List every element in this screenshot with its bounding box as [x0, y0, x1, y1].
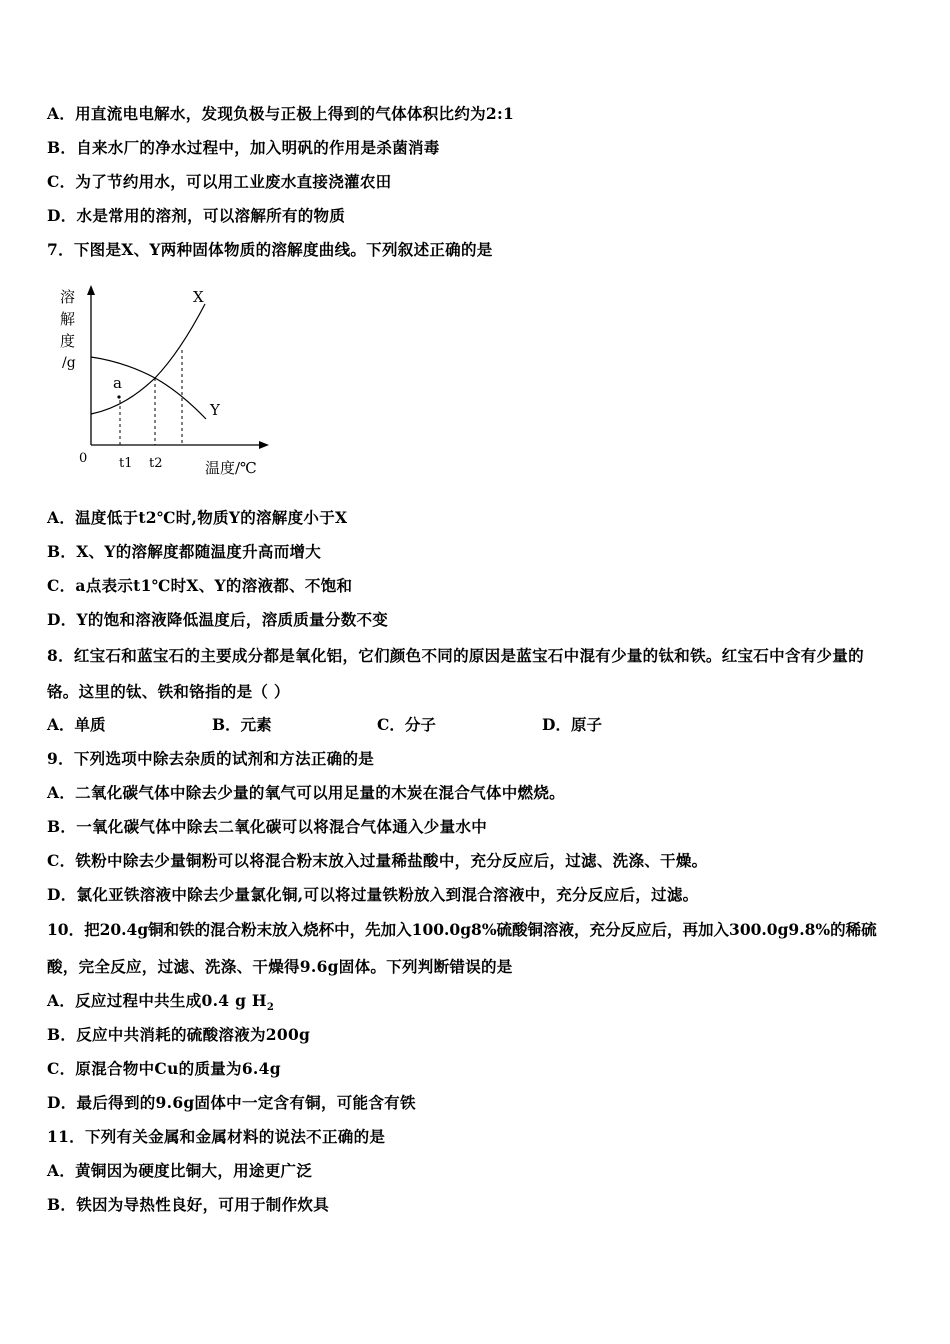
q9-stem: 9．下列选项中除去杂质的试剂和方法正确的是	[47, 749, 375, 768]
q10-option-b: B．反应中共消耗的硫酸溶液为200g	[47, 1025, 311, 1044]
q10-option-c: C．原混合物中Cu的质量为6.4g	[47, 1059, 281, 1078]
q8-option-c: C．分子	[377, 715, 436, 734]
q10-stem-line2: 酸，完全反应，过滤、洗涤、干燥得9.6g固体。下列判断错误的是	[47, 957, 513, 976]
point-a-label: a	[113, 374, 122, 392]
point-a	[117, 395, 120, 398]
q6-option-c: C．为了节约用水，可以用工业废水直接浇灌农田	[47, 172, 392, 191]
series-x-label: X	[193, 288, 204, 306]
ylabel-char-2: 解	[60, 310, 76, 328]
q9-option-b: B．一氧化碳气体中除去二氧化碳可以将混合气体通入少量水中	[47, 817, 488, 836]
tick-t1: t1	[119, 456, 133, 471]
q10-option-a-text: A．反应过程中共生成0.4 g H	[47, 991, 267, 1010]
solubility-chart	[55, 282, 275, 482]
q8-stem-line1: 8．红宝石和蓝宝石的主要成分都是氧化铝，它们颜色不同的原因是蓝宝石中混有少量的钛和铁。红宝石中含有少量的	[47, 646, 864, 665]
q11-option-a: A．黄铜因为硬度比铜大，用途更广泛	[47, 1161, 313, 1180]
series-y-label: Y	[210, 401, 220, 419]
curve-y	[91, 357, 206, 419]
q8-stem-line2: 铬。这里的钛、铁和铬指的是（ ）	[47, 682, 290, 701]
q8-option-d: D．原子	[542, 715, 602, 734]
q7-option-b: B．X、Y的溶解度都随温度升高而增大	[47, 542, 322, 561]
q10-option-a-subscript: 2	[266, 1002, 275, 1014]
q6-option-a: A．用直流电电解水，发现负极与正极上得到的气体体积比约为2:1	[47, 104, 515, 123]
ylabel-char-1: 溶	[60, 288, 76, 306]
q10-stem-line1: 10．把20.4g铜和铁的混合粉末放入烧杯中，先加入100.0g8%硫酸铜溶液，充分反应后，再加入300.0g9.8%的稀硫	[47, 920, 877, 939]
q7-stem: 7．下图是X、Y两种固体物质的溶解度曲线。下列叙述正确的是	[47, 240, 493, 259]
y-axis-arrow	[87, 285, 95, 295]
q8-option-a: A．单质	[47, 715, 106, 734]
x-axis-label: 温度/℃	[205, 459, 257, 477]
q11-option-b: B．铁因为导热性良好，可用于制作炊具	[47, 1195, 330, 1214]
curve-x	[91, 304, 205, 414]
q10-option-d: D．最后得到的9.6g固体中一定含有铜，可能含有铁	[47, 1093, 416, 1112]
q7-option-c: C．a点表示t1℃时X、Y的溶液都、不饱和	[47, 576, 353, 595]
q11-stem: 11．下列有关金属和金属材料的说法不正确的是	[47, 1127, 386, 1146]
x-axis-arrow	[259, 441, 269, 449]
q9-option-a: A．二氧化碳气体中除去少量的氧气可以用足量的木炭在混合气体中燃烧。	[47, 783, 565, 802]
q7-option-d: D．Y的饱和溶液降低温度后，溶质质量分数不变	[47, 610, 389, 629]
q6-option-b: B．自来水厂的净水过程中，加入明矾的作用是杀菌消毒	[47, 138, 440, 157]
q8-option-b: B．元素	[212, 715, 272, 734]
q9-option-c: C．铁粉中除去少量铜粉可以将混合粉末放入过量稀盐酸中，充分反应后，过滤、洗涤、干燥。	[47, 851, 708, 870]
q10-option-a	[47, 989, 274, 1013]
q6-option-d: D．水是常用的溶剂，可以溶解所有的物质	[47, 206, 346, 225]
tick-t2: t2	[149, 456, 163, 471]
origin-label: 0	[79, 451, 88, 466]
ylabel-char-3: 度	[60, 332, 76, 350]
q9-option-d: D．氯化亚铁溶液中除去少量氯化铜,可以将过量铁粉放入到混合溶液中，充分反应后，过滤。	[47, 885, 699, 904]
ylabel-char-4: /g	[62, 355, 76, 371]
q7-option-a: A．温度低于t2℃时,物质Y的溶解度小于X	[47, 508, 348, 527]
